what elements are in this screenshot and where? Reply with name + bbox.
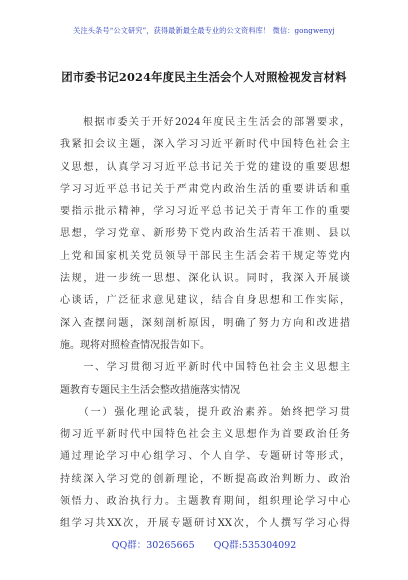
body-line: 我紧扣会议主题，深入学习习近平新时代中国特色社会主 — [60, 139, 350, 151]
body-line: 义思想，认真学习习近平总书记关于党的建设的重要思想 — [60, 161, 350, 173]
document-body — [60, 112, 350, 536]
body-line: 施。现将对照检查情况报告如下。 — [60, 339, 210, 351]
body-line: 深入查摆问题，深刻剖析原因，明确了努力方向和改进措 — [60, 317, 350, 329]
body-line: 根据市委关于开好2024年度民主生活会的部署要求， — [60, 117, 350, 128]
section-heading-line: 题教育专题民主生活会整改措施落实情况 — [60, 384, 240, 396]
body-line: 上党和国家机关党员领导干部民主生活会若干规定等党内 — [60, 250, 350, 262]
body-line: 要指示批示精神，学习习近平总书记关于青年工作的重要 — [60, 206, 350, 218]
footer-contact: QQ群：30265665 QQ群:535304092 — [111, 540, 297, 551]
body-line: 彻习近平新时代中国特色社会主义思想作为首要政治任务 — [60, 429, 350, 441]
body-line: 领悟力、政治执行力。主题教育期间，组织理论学习中心 — [60, 496, 350, 508]
document-title: 团市委书记2024年度民主生活会个人对照检视发言材料 — [61, 70, 347, 84]
body-line: 心谈话，广泛征求意见建议，结合自身思想和工作实际， — [60, 295, 350, 307]
body-line: 通过理论学习中心组学习、个人自学、专题研讨等形式， — [60, 451, 350, 463]
body-line: 法规，进一步统一思想、深化认识。同时，我深入开展谈 — [60, 273, 350, 285]
header-promo-note: 关注头条号“公文研究”，获得最新最全最专业的公文资料库！ 微信：gongwenyj — [73, 26, 335, 35]
body-line: 组学习共XX次，开展专题研讨XX次，个人撰写学习心得 — [60, 518, 350, 530]
section-heading-line: 一、学习贯彻习近平新时代中国特色社会主义思想主 — [60, 362, 350, 374]
body-line: 持续深入学习党的创新理论，不断提高政治判断力、政治 — [60, 473, 350, 485]
body-line: 思想，学习党章、新形势下党内政治生活若干准则、县以 — [60, 228, 350, 240]
body-line: （一）强化理论武装，提升政治素养。始终把学习贯 — [60, 406, 350, 418]
body-line: 学习习近平总书记关于严肃党内政治生活的重要讲话和重 — [60, 183, 350, 195]
